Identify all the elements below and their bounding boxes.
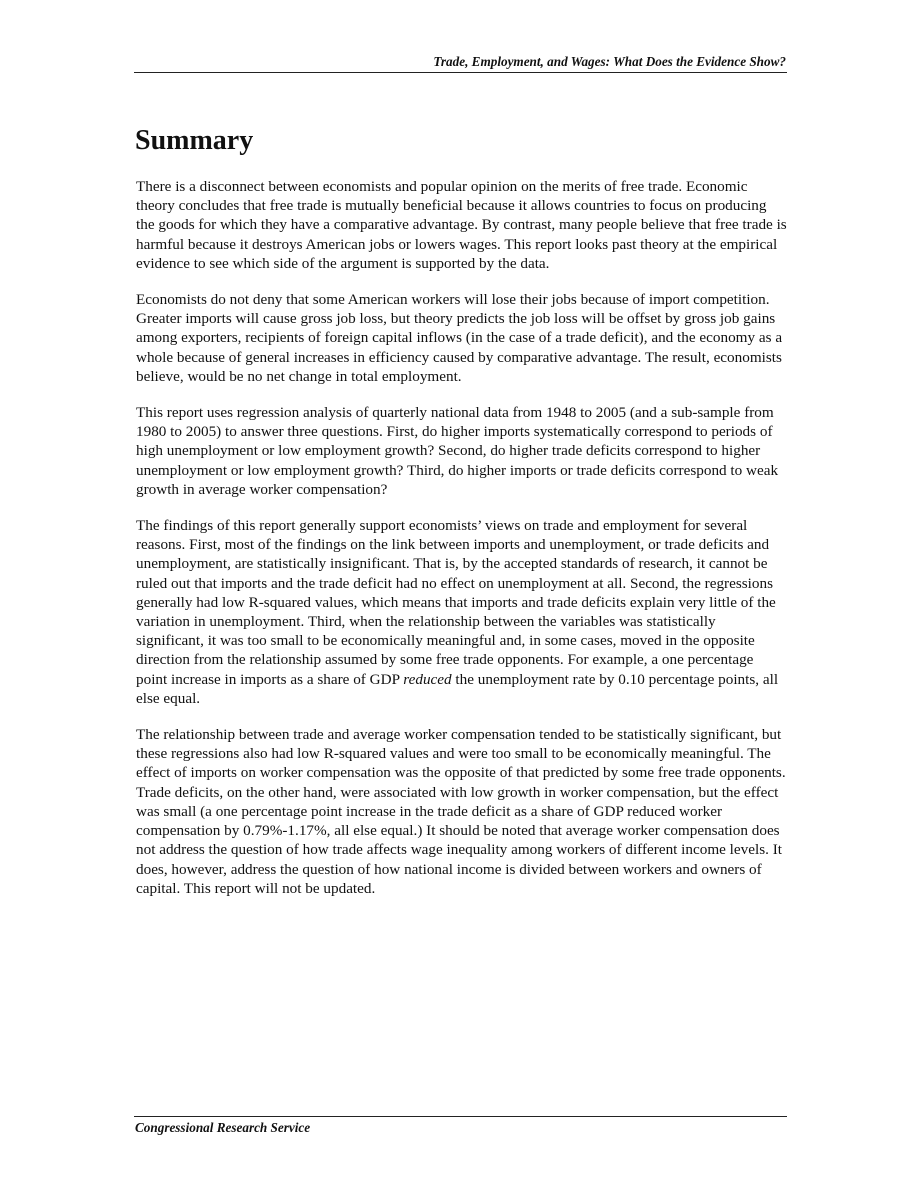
paragraph-compensation: The relationship between trade and average worker compensation tended to be statistically significant, but these regressions also had low R-squared values and were too small to be economically meaningful. The effect of imports on worker compensation was the opposite of that predicted by some free trade opponents. Trade deficits, on the other hand, were associated with low growth in worker compensation, but the effect was small (a one percentage point increase in the trade deficit as a share of GDP reduced worker compensation by 0.79%-1.17%, all else equal.) It should be noted that average worker compensation does not address the question of how trade affects wage inequality among workers of different income levels. It does, however, address the question of how national income is divided between workers and owners of capital. This report will not be updated. bbox=[136, 726, 786, 897]
summary-body bbox=[136, 177, 787, 915]
paragraph-findings bbox=[136, 516, 787, 708]
emphasis-reduced: reduced bbox=[403, 670, 452, 688]
page-title: Summary bbox=[135, 125, 254, 156]
running-header: Trade, Employment, and Wages: What Does the Evidence Show? bbox=[433, 54, 786, 69]
paragraph-job-loss: Economists do not deny that some American workers will lose their jobs because of import competition. Greater imports will cause gross job loss, but theory predicts the job loss will be offset by gross job gains among exporters, recipients of foreign capital inflows (in the case of a trade deficit), and the economy as a whole because of general increases in efficiency caused by comparative advantage. The result, economists believe, would be no net change in total employment. bbox=[136, 291, 783, 385]
paragraph-methodology: This report uses regression analysis of quarterly national data from 1948 to 2005 (and a sub-sample from 1980 to 2005) to answer three questions. First, do higher imports systematically correspond to periods of high unemployment or low employment growth? Second, do higher trade deficits correspond to higher unemployment or low employment growth? Third, do higher imports or trade deficits correspond to weak growth in average worker compensation? bbox=[136, 404, 779, 498]
paragraph-findings-text: The findings of this report generally support economists’ views on trade and employment for several reasons. First, most of the findings on the link between imports and unemployment, or trade deficits and unemployment, are statistically insignificant. That is, by the accepted standards of research, it cannot be ruled out that imports and the trade deficit had no effect on unemployment at all. Second, the regressions generally had low R-squared values, which means that imports and trade deficits explain very little of the variation in unemployment. Third, when the relationship between the variables was statistically significant, it was too small to be economically meaningful and, in some cases, moved in the opposite direction from the relationship assumed by some free trade opponents. For example, a one percentage point increase in imports as a share of GDP bbox=[136, 517, 776, 688]
header-rule bbox=[134, 72, 787, 73]
running-footer: Congressional Research Service bbox=[135, 1120, 311, 1135]
paragraph-intro: There is a disconnect between economists and popular opinion on the merits of free trade. Economic theory concludes that free trade is mutually beneficial because it allows countries to focus on producing the goods for which they have a comparative advantage. By contrast, many people believe that free trade is harmful because it destroys American jobs or lowers wages. This report looks past theory at the empirical evidence to see which side of the argument is supported by the data. bbox=[136, 178, 787, 272]
footer-rule bbox=[134, 1116, 787, 1117]
paragraph-findings-end: the unemployment rate by 0.10 percentage points, all else equal. bbox=[136, 670, 779, 707]
